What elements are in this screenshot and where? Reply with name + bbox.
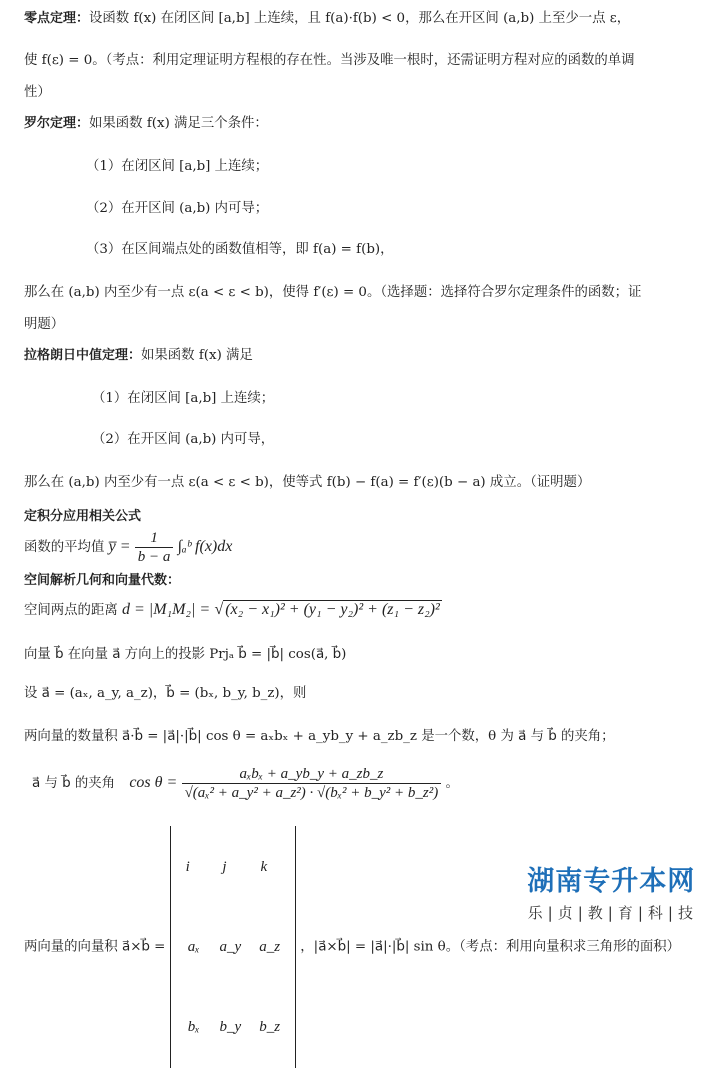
zero-theorem-line3: 性） <box>24 85 51 100</box>
lagrange-condition-1: （1）在闭区间 [a,b] 上连续； <box>92 391 275 406</box>
det-cell: a_y <box>219 939 242 955</box>
distance-formula <box>24 600 442 620</box>
angle-lhs: cos θ = <box>129 774 178 791</box>
cross-suffix: ，|a⃗×b⃗| = |a⃗|·|b⃗| sin θ。（考点：利用向量积求三角形的面积） <box>300 939 681 955</box>
lagrange-intro-line <box>24 347 253 365</box>
angle-prefix: a⃗ 与 b⃗ 的夹角 <box>32 776 116 791</box>
rolle-condition-3: （3）在区间端点处的函数值相等，即 f(a) = f(b)， <box>86 242 394 257</box>
mean-value-formula <box>24 528 232 567</box>
mean-value-lhs: y̅ = <box>108 538 131 555</box>
lagrange-title: 拉格朗日中值定理： <box>24 348 142 363</box>
vector-definition-line: 设 a⃗ = (aₓ, a_y, a_z)，b⃗ = (bₓ, b_y, b_z)，则 <box>24 686 307 701</box>
lagrange-condition-2: （2）在开区间 (a,b) 内可导， <box>92 432 275 447</box>
rolle-intro: 如果函数 f(x) 满足三个条件： <box>89 116 268 131</box>
det-cell: j⃗ <box>222 859 239 875</box>
rolle-condition-2: （2）在开区间 (a,b) 内可导； <box>86 201 269 216</box>
det-cell: bₓ <box>187 1019 200 1035</box>
rolle-condition-1: （1）在闭区间 [a,b] 上连续； <box>86 159 269 174</box>
angle-end: 。 <box>445 776 459 791</box>
det-cell: k⃗ <box>260 859 279 875</box>
distance-radicand: (x₂ − x₁)² + (y₁ − y₂)² + (z₁ − z₂)² <box>225 601 440 618</box>
watermark-subtitle: 乐 | 贞 | 教 | 育 | 科 | 技 <box>527 904 695 922</box>
mean-value-integral: ∫ₐᵇ f(x)dx <box>177 538 233 555</box>
mean-value-fraction: $\frac{1}{b - a}$ <box>135 529 174 566</box>
watermark-title: 湖南专升本网 <box>527 866 696 897</box>
det-cell: i⃗ <box>185 859 202 875</box>
watermark-logo <box>525 866 698 923</box>
zero-theorem-line1 <box>24 10 630 28</box>
rolle-title: 罗尔定理： <box>24 116 90 131</box>
cross-prefix: 两向量的向量积 a⃗×b⃗ = <box>24 939 166 955</box>
distance-prefix: 空间两点的距离 <box>24 603 118 618</box>
zero-theorem-text: 设函数 f(x) 在闭区间 [a,b] 上连续，且 f(a)·f(b) < 0，那么在开区间 (a,b) 上至少一点 ε， <box>89 11 631 26</box>
rolle-conclusion-1: 那么在 (a,b) 内至少有一点 ε(a < ε < b)，使得 f′(ε) = 0。（选择题：选择符合罗尔定理条件的函数；证 <box>24 285 642 300</box>
lagrange-conclusion: 那么在 (a,b) 内至少有一点 ε(a < ε < b)，使等式 f(b) − f(a) = f′(ε)(b − a) 成立。（证明题） <box>24 475 591 490</box>
det-cell: aₓ <box>187 939 200 955</box>
angle-fraction: $\frac{\text{aₓbₓ + a\_yb\_y + a\_zb\_z}}{\text{√(aₓ² + a\_y² + a\_z²) · √(bₓ² + b\_y² + b\_z²)}}$ <box>182 765 442 802</box>
sqrt-sign: √ <box>214 601 224 618</box>
lagrange-intro: 如果函数 f(x) 满足 <box>141 348 253 363</box>
projection-line: 向量 b⃗ 在向量 a⃗ 方向上的投影 Prjₐ b⃗ = |b⃗| cos(a⃗, b⃗) <box>24 647 347 662</box>
dot-product-line: 两向量的数量积 a⃗·b⃗ = |a⃗|·|b⃗| cos θ = aₓbₓ + a_yb_y + a_zb_z 是一个数，θ 为 a⃗ 与 b⃗ 的夹角； <box>24 729 615 744</box>
vector-title: 空间解析几何和向量代数： <box>24 573 181 588</box>
integral-title: 定积分应用相关公式 <box>24 509 142 524</box>
rolle-intro-line <box>24 115 268 133</box>
rolle-conclusion-2: 明题） <box>24 317 65 332</box>
det-cell: b_z <box>259 1019 281 1035</box>
distance-lhs: d = |M₁M₂| = <box>122 601 211 618</box>
cross-determinant <box>170 826 296 1068</box>
zero-theorem-title: 零点定理： <box>24 11 90 26</box>
det-cell: b_y <box>219 1019 242 1035</box>
mean-value-prefix: 函数的平均值 <box>24 540 105 555</box>
angle-formula <box>32 762 459 805</box>
det-cell: a_z <box>259 939 281 955</box>
cross-product-line <box>24 826 680 1068</box>
zero-theorem-line2: 使 f(ε) = 0。（考点：利用定理证明方程根的存在性。当涉及唯一根时，还需证明方程对应的函数的单调 <box>24 53 635 68</box>
